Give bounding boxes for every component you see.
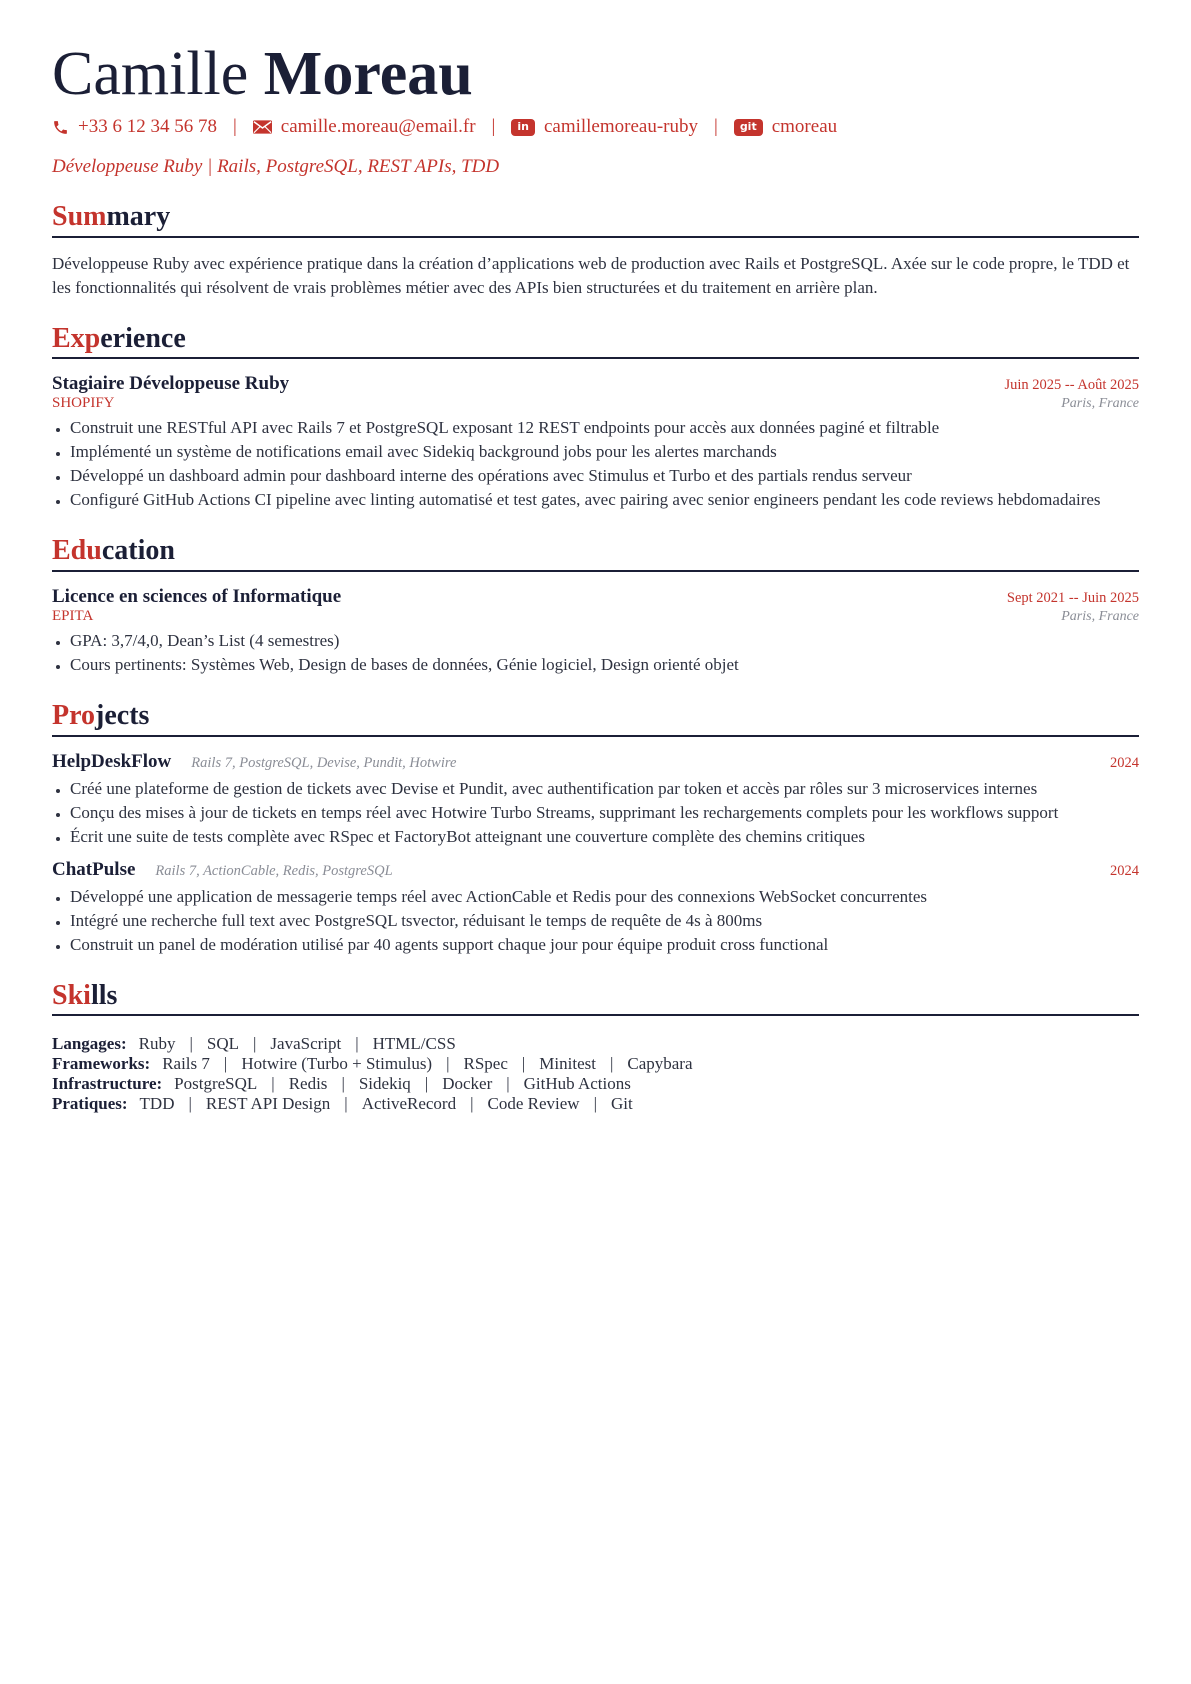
- linkedin-link[interactable]: camillemoreau-ruby: [543, 116, 698, 138]
- linkedin-icon: [511, 119, 535, 136]
- separator: |: [253, 1034, 257, 1054]
- phone-number[interactable]: +33 6 12 34 56 78: [78, 116, 217, 138]
- skill-item: Rails 7: [162, 1054, 210, 1074]
- skill-category: Langages:: [52, 1034, 127, 1054]
- job-title: Stagiaire Développeuse Ruby: [52, 373, 290, 395]
- separator: |: [521, 1054, 526, 1074]
- project-name: ChatPulse: [52, 858, 136, 880]
- linkedin-badge: in: [511, 119, 535, 136]
- skills-list: [52, 1034, 1139, 1114]
- project-tech: Rails 7, PostgreSQL, Devise, Pundit, Hotwire: [191, 754, 457, 771]
- git-badge: git: [734, 119, 763, 136]
- school-location: Paris, France: [1061, 608, 1139, 624]
- project-entry: [52, 859, 1139, 957]
- skill-row: [52, 1074, 1139, 1094]
- skill-item: ActiveRecord: [361, 1094, 457, 1114]
- project-tech: Rails 7, ActionCable, Redis, PostgreSQL: [155, 862, 393, 879]
- school-name: EPITA: [52, 607, 94, 624]
- summary-text: Développeuse Ruby avec expérience pratique dans la création d’applications web de production avec Rails et PostgreSQL. Axée sur le code propre, le TDD et les fonctionnalités qui résolvent de vrais problèmes métier avec des APIs bien structurées et du traitement en arrière plan.: [52, 253, 1130, 297]
- job-dates: Juin 2025 -- Août 2025: [1004, 377, 1139, 394]
- github-link[interactable]: cmoreau: [771, 116, 838, 138]
- skill-item: REST API Design: [205, 1094, 331, 1114]
- skill-item: Sidekiq: [358, 1074, 411, 1094]
- list-item: • Conçu des mises à jour de tickets en temps réel avec Hotwire Turbo Streams, supprimant les rechargements complets pour les workflows support: [70, 801, 1139, 825]
- skill-item: Redis: [288, 1074, 328, 1094]
- contact-bar: [52, 116, 1139, 138]
- envelope-icon: [253, 120, 272, 134]
- skill-row: [52, 1094, 1139, 1114]
- skill-item: Code Review: [487, 1094, 580, 1114]
- education-bullets: [52, 629, 1139, 677]
- list-item: • Créé une plateforme de gestion de tickets avec Devise et Pundit, avec authentification par token et accès par rôles sur 3 microservices internes: [70, 777, 1139, 801]
- list-item: • Implémenté un système de notifications email avec Sidekiq background jobs pour les alertes marchands: [70, 440, 1139, 464]
- company-name: SHOPIFY: [52, 395, 115, 412]
- degree-title: Licence en sciences of Informatique: [52, 585, 342, 607]
- section-title: Skills: [52, 979, 1139, 1017]
- skill-row: [52, 1034, 1139, 1054]
- list-item: • Développé une application de messagerie temps réel avec ActionCable et Redis pour des connexions WebSocket concurrentes: [70, 885, 1139, 909]
- job-location: Paris, France: [1061, 396, 1139, 412]
- last-name: Moreau: [263, 40, 473, 108]
- project-name: HelpDeskFlow: [52, 750, 172, 772]
- project-entry: [52, 751, 1139, 849]
- skill-item: PostgreSQL: [174, 1074, 258, 1094]
- separator: |: [344, 1094, 348, 1114]
- section-title: Summary: [52, 200, 1139, 238]
- phone-icon: [52, 119, 69, 136]
- section-title: Education: [52, 534, 1139, 572]
- separator: |: [714, 116, 718, 138]
- education-entry: [52, 586, 1139, 677]
- skill-item: SQL: [206, 1034, 239, 1054]
- skill-category: Pratiques:: [52, 1094, 128, 1114]
- section-title: Projects: [52, 699, 1139, 737]
- job-entry: [52, 373, 1139, 512]
- separator: |: [491, 116, 496, 138]
- summary-section: [52, 200, 1139, 300]
- separator: |: [355, 1034, 359, 1054]
- list-item: • Intégré une recherche full text avec PostgreSQL tsvector, réduisant le temps de requête de 4s à 800ms: [70, 909, 1139, 933]
- skill-item: JavaScript: [270, 1034, 342, 1054]
- list-item: • GPA: 3,7/4,0, Dean’s List (4 semestres): [70, 629, 1139, 653]
- experience-section: [52, 322, 1139, 513]
- email-link[interactable]: camille.moreau@email.fr: [280, 116, 476, 138]
- separator: |: [223, 1054, 228, 1074]
- separator: |: [271, 1074, 275, 1094]
- project-bullets: [52, 885, 1139, 957]
- skill-item: Docker: [442, 1074, 493, 1094]
- education-section: [52, 534, 1139, 677]
- section-title: Experience: [52, 322, 1139, 360]
- separator: |: [232, 116, 237, 138]
- job-bullets: [52, 416, 1139, 512]
- project-year: 2024: [1110, 754, 1139, 771]
- separator: |: [609, 1054, 614, 1074]
- first-name: Camille: [52, 40, 249, 108]
- list-item: • Écrit une suite de tests complète avec RSpec et FactoryBot atteignant une couverture complète des chemins critiques: [70, 825, 1139, 849]
- list-item: • Cours pertinents: Systèmes Web, Design de bases de données, Génie logiciel, Design orienté objet: [70, 653, 1139, 677]
- skill-category: Frameworks:: [52, 1054, 151, 1074]
- separator: |: [593, 1094, 597, 1114]
- list-item: • Configuré GitHub Actions CI pipeline avec linting automatisé et test gates, avec pairing avec senior engineers pendant les code reviews hebdomadaires: [70, 488, 1139, 512]
- list-item: • Développé un dashboard admin pour dashboard interne des opérations avec Stimulus et Turbo et des partials rendus serveur: [70, 464, 1139, 488]
- candidate-name: [52, 40, 1139, 108]
- skill-item: Hotwire (Turbo + Stimulus): [241, 1054, 433, 1074]
- skill-item: Minitest: [539, 1054, 596, 1074]
- skill-category: Infrastructure:: [52, 1074, 163, 1094]
- list-item: • Construit une RESTful API avec Rails 7 et PostgreSQL exposant 12 REST endpoints pour accès aux données paginé et filtrable: [70, 416, 1139, 440]
- separator: |: [188, 1094, 192, 1114]
- skill-item: Ruby: [138, 1034, 176, 1054]
- skills-section: [52, 979, 1139, 1115]
- skill-item: Capybara: [627, 1054, 693, 1074]
- separator: |: [446, 1054, 450, 1074]
- separator: |: [189, 1034, 193, 1054]
- skill-item: Git: [610, 1094, 633, 1114]
- skill-item: TDD: [139, 1094, 175, 1114]
- skill-row: [52, 1054, 1139, 1074]
- git-icon: [734, 119, 763, 136]
- skill-item: HTML/CSS: [372, 1034, 456, 1054]
- tagline: Développeuse Ruby | Rails, PostgreSQL, REST APIs, TDD: [52, 156, 500, 178]
- skill-item: RSpec: [463, 1054, 508, 1074]
- separator: |: [424, 1074, 429, 1094]
- skill-item: GitHub Actions: [523, 1074, 631, 1094]
- project-bullets: [52, 777, 1139, 849]
- project-year: 2024: [1110, 862, 1139, 879]
- projects-section: [52, 699, 1139, 957]
- separator: |: [341, 1074, 345, 1094]
- separator: |: [506, 1074, 510, 1094]
- separator: |: [470, 1094, 474, 1114]
- degree-dates: Sept 2021 -- Juin 2025: [1006, 589, 1139, 606]
- list-item: • Construit un panel de modération utilisé par 40 agents support chaque jour pour équipe produit cross functional: [70, 933, 1139, 957]
